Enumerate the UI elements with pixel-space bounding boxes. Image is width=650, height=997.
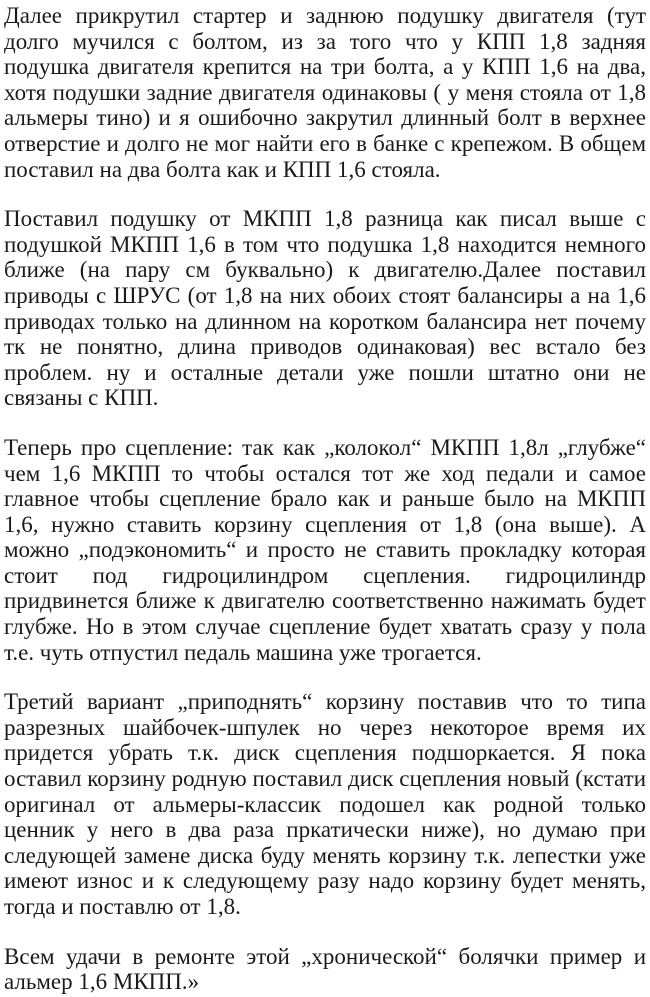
paragraph-third-option-basket: Третий вариант „приподнять“ корзину поставив что то типа разрезных шайбочек-шпулек но через некоторое время их придется убрать т.к. диск сцепления подшоркается. Я пока оставил корзину родную поставил диск сцепления новый (кстати оригинал от альмеры-классик подошел как родной только ценник у него в два раза пркатически ниже), но думаю при следующей замене диска буду менять корзину т.к. лепестки уже имеют износ и к следующему разу надо корзину будет менять, тогда и поставлю от 1,8. [4, 689, 646, 919]
paragraph-gearbox-mount-drives: Поставил подушку от МКПП 1,8 разница как писал выше с подушкой МКПП 1,6 в том что подушка 1,8 находится немного ближе (на пару см буквально) к двигателю.Далее поставил приводы с ШРУС (от 1,8 на них обоих стоят балансиры а на 1,6 приводах только на длинном на коротком балансира нет почему тк не понятно, длина приводов одинаковая) вес встало без проблем. ну и осталные детали уже пошли штатно они не связаны с КПП. [4, 206, 646, 411]
paragraph-closing-wishes: Всем удачи в ремонте этой „хронической“ болячки пример и альмер 1,6 МКПП.» [4, 943, 646, 995]
paragraph-starter-mount: Далее прикрутил стартер и заднюю подушку двигателя (тут долго мучился с болтом, из за того что у КПП 1,8 задняя подушка двигателя крепится на три болта, а у КПП 1,6 на два, хотя подушки задние двигателя одинаковы ( у меня стояла от 1,8 альмеры тино) и я ошибочно закрутил длинный болт в верхнее отверстие и долго не мог найти его в банке с крепежом. В общем поставил на два болта как и КПП 1,6 стояла. [4, 3, 646, 182]
paragraph-clutch-options: Теперь про сцепление: так как „колокол“ МКПП 1,8л „глубже“ чем 1,6 МКПП то чтобы остался тот же ход педали и самое главное чтобы сцепление брало как и раньше было на МКПП 1,6, нужно ставить корзину сцепления от 1,8 (она выше). А можно „подэкономить“ и просто не ставить прокладку которая стоит под гидроцилиндром сцепления. гидроцилиндр придвинется ближе к двигателю соответственно нажимать будет глубже. Но в этом случае сцепление будет хватать сразу у пола т.е. чуть отпустил педаль машина уже трогается. [4, 434, 646, 665]
